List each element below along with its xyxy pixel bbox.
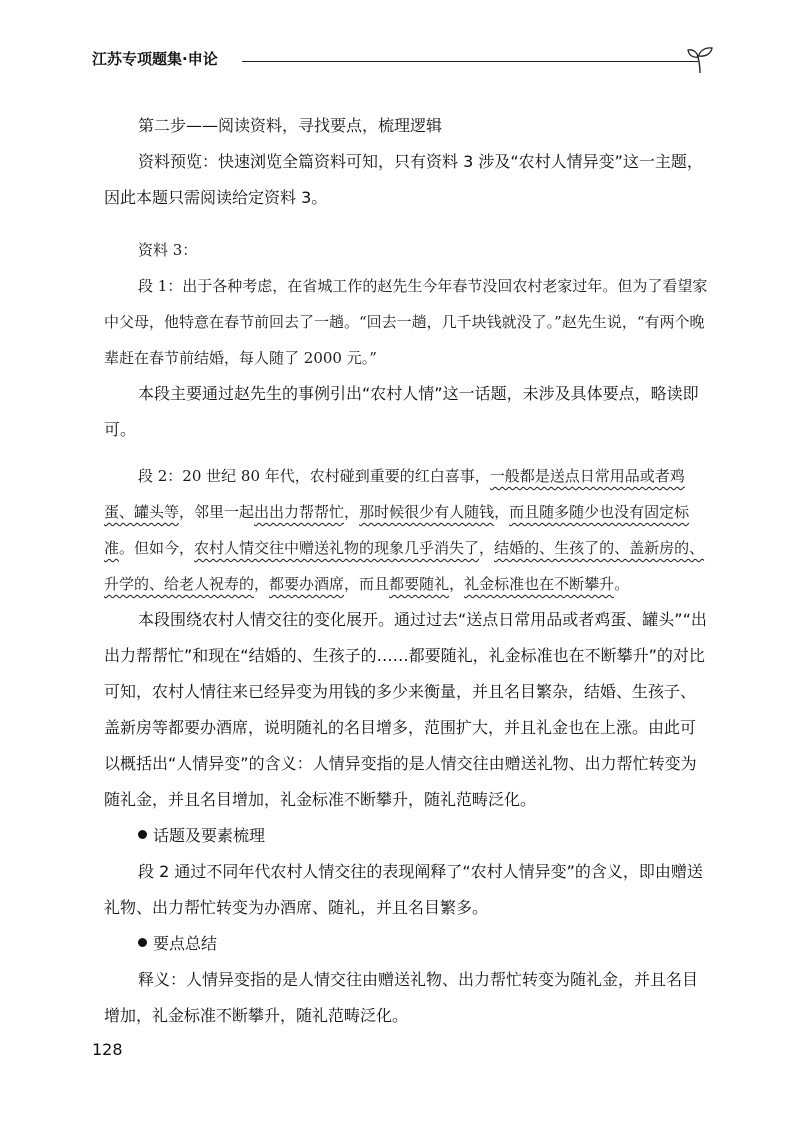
bullet-heading-topic <box>104 818 708 854</box>
points-summary: 释义：人情异变指的是人情交往由赠送礼物、出力帮忙转变为随礼金，并且名目增加，礼金标准不断攀升，随礼范畴泛化。 <box>104 970 699 1025</box>
para2-text: 。 <box>614 575 630 593</box>
para2-underlined: 农村人情交往中赠送礼物的现象几乎消失了 <box>194 539 480 557</box>
para2-text: ，邻里一起 <box>179 503 255 521</box>
main-content <box>104 108 708 1034</box>
paragraph-1: 段 1：出于各种考虑，在省城工作的赵先生今年春节没回农村老家过年。但为了看望家中父母，他特意在春节前回去了一趟。“回去一趟，几千块钱就没了。”赵先生说，“有两个晚辈赶在春节前结婚，每人随了 2000 元。” <box>104 277 708 367</box>
page-number: 128 <box>92 1040 123 1059</box>
para2-text: ， <box>344 503 360 521</box>
para2-text: ，而且 <box>344 575 390 593</box>
para2-underlined: 礼金标准也在不断攀升 <box>464 575 615 593</box>
para2-underlined: 都要随礼 <box>389 575 450 593</box>
para2-underlined: 那时候很少有人随钱 <box>359 503 495 521</box>
para2-text: ， <box>449 575 465 593</box>
bullet-heading-points <box>104 926 708 962</box>
para2-text: ， <box>254 575 270 593</box>
paragraph-1-note: 本段主要通过赵先生的事例引出“农村人情”这一话题，未涉及具体要点，略读即可。 <box>104 384 699 439</box>
bullet-heading-text: 要点总结 <box>153 934 218 953</box>
bullet-dot-icon <box>138 830 147 839</box>
step-title: 第二步——阅读资料，寻找要点，梳理逻辑 <box>138 116 443 135</box>
para2-underlined: 结婚的、生孩了的、盖新房的、升学的、给老人祝寿的 <box>104 539 705 593</box>
material-preview: 资料预览：快速浏览全篇资料可知，只有资料 3 涉及“农村人情异变”这一主题，因此本题只需阅读给定资料 3。 <box>104 152 703 207</box>
page-header <box>92 44 718 78</box>
sprout-icon <box>686 44 714 74</box>
para2-text: 段 2：20 世纪 80 年代，农村碰到重要的红白喜事， <box>138 467 490 485</box>
para2-underlined: 而且随多随少也没有固定标准 <box>104 503 690 557</box>
header-rule <box>242 61 698 62</box>
para2-underlined: 都要办酒席 <box>269 575 345 593</box>
header-title: 江苏专项题集·申论 <box>92 50 218 68</box>
para2-underlined: 一般都是送点日常用品或者鸡蛋、罐头等 <box>104 467 685 521</box>
paragraph-2 <box>104 458 708 602</box>
bullet-dot-icon <box>138 938 147 947</box>
para2-underlined: 出出力帮帮忙 <box>254 503 345 521</box>
material-label: 资料 3： <box>138 241 198 259</box>
topic-summary: 段 2 通过不同年代农村人情交往的表现阐释了“农村人情异变”的含义，即由赠送礼物、出力帮忙转变为办酒席、随礼，并且名目繁多。 <box>104 862 703 917</box>
para2-text: ， <box>494 503 510 521</box>
bullet-heading-text: 话题及要素梳理 <box>153 826 266 845</box>
para2-text: 。但如今， <box>119 539 195 557</box>
para2-text: ， <box>479 539 495 557</box>
paragraph-2-note: 本段围绕农村人情交往的变化展开。通过过去“送点日常用品或者鸡蛋、罐头”“出出力帮帮忙”和现在“结婚的、生孩子的……都要随礼，礼金标准也在不断攀升”的对比可知，农村人情往来已经异变为用钱的多少来衡量，并且名目繁杂，结婚、生孩子、盖新房等都要办酒席，说明随礼的名目增多，范围扩大，并且礼金也在上涨。由此可以概括出“人情异变”的含义：人情异变指的是人情交往由赠送礼物、出力帮忙转变为随礼金，并且名目增加，礼金标准不断攀升，随礼范畴泛化。 <box>104 610 707 809</box>
